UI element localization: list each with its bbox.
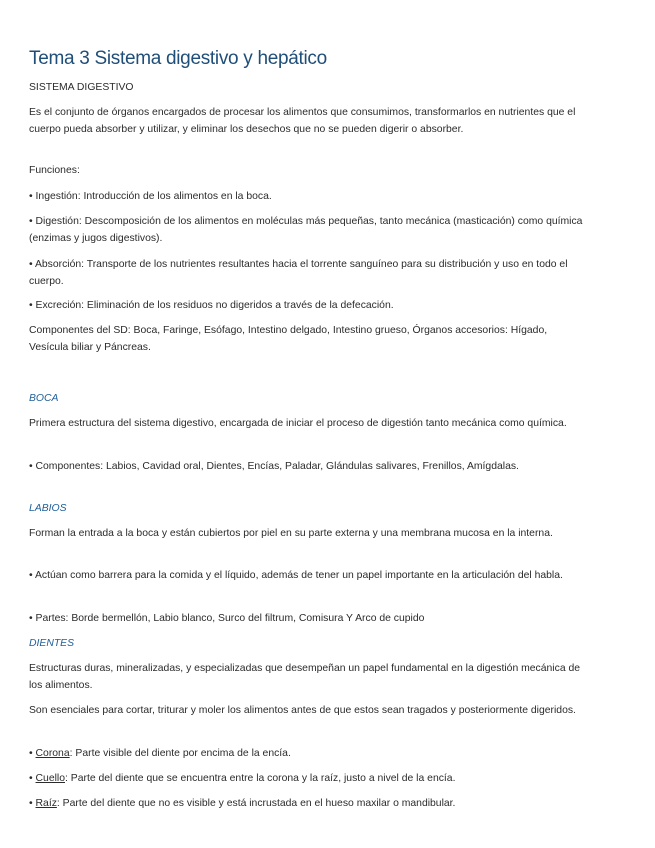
funcion-item: • Absorción: Transporte de los nutrientes resultantes hacia el torrente sanguíneo para su distribución y uso en todo el cuerpo. <box>29 259 568 287</box>
page-title: Tema 3 Sistema digestivo y hepático <box>29 48 327 69</box>
term-description: : Parte del diente que no es visible y está incrustada en el hueso maxilar o mandibular. <box>56 798 456 809</box>
term-description: : Parte del diente que se encuentra entre la corona y la raíz, justo a nivel de la encía. <box>65 773 456 784</box>
funciones-label: Funciones: <box>29 165 80 176</box>
funcion-item: • Digestión: Descomposición de los alimentos en moléculas más pequeñas, tanto mecánica (masticación) como química (enzimas y jugos digestivos). <box>29 216 583 244</box>
dientes-item <box>29 795 589 812</box>
bullet: • <box>29 773 36 784</box>
dientes-item <box>29 770 589 787</box>
heading-boca: BOCA <box>29 393 59 404</box>
heading-labios: LABIOS <box>29 503 67 514</box>
dientes-item <box>29 745 589 762</box>
dientes-paragraph: Estructuras duras, mineralizadas, y especializadas que desempeñan un papel fundamental en la digestión mecánica de los alimentos. <box>29 663 581 691</box>
intro-paragraph: Es el conjunto de órganos encargados de procesar los alimentos que consumimos, transformarlos en nutrientes que el cuerpo pueda absorber y utilizar, y eliminar los desechos que no se pueden digerir o absorber. <box>29 107 576 135</box>
section-subtitle: SISTEMA DIGESTIVO <box>29 82 134 93</box>
labios-paragraph: Forman la entrada a la boca y están cubiertos por piel en su parte externa y una membrana mucosa en la interna. <box>29 528 553 539</box>
dientes-paragraph: Son esenciales para cortar, triturar y moler los alimentos antes de que estos sean tragados y posteriormente digeridos. <box>29 705 576 716</box>
boca-paragraph: Primera estructura del sistema digestivo, encargada de iniciar el proceso de digestión tanto mecánica como química. <box>29 418 567 429</box>
bullet: • <box>29 798 36 809</box>
term-raiz: Raíz <box>35 798 57 809</box>
funcion-item: • Ingestión: Introducción de los alimentos en la boca. <box>29 191 272 202</box>
labios-bullet: • Partes: Borde bermellón, Labio blanco, Surco del filtrum, Comisura Y Arco de cupido <box>29 613 425 624</box>
term-description: : Parte visible del diente por encima de la encía. <box>69 748 291 759</box>
bullet: • <box>29 748 36 759</box>
term-corona: Corona <box>35 748 70 759</box>
boca-bullet: • Componentes: Labios, Cavidad oral, Dientes, Encías, Paladar, Glándulas salivares, Frenillos, Amígdalas. <box>29 461 519 472</box>
labios-bullet: • Actúan como barrera para la comida y el líquido, además de tener un papel importante en la articulación del habla. <box>29 570 563 581</box>
heading-dientes: DIENTES <box>29 638 75 649</box>
componentes-paragraph: Componentes del SD: Boca, Faringe, Esófago, Intestino delgado, Intestino grueso, Órganos accesorios: Hígado, Vesícula biliar y Páncreas. <box>29 325 548 353</box>
term-cuello: Cuello <box>35 773 65 784</box>
funcion-item: • Excreción: Eliminación de los residuos no digeridos a través de la defecación. <box>29 300 394 311</box>
